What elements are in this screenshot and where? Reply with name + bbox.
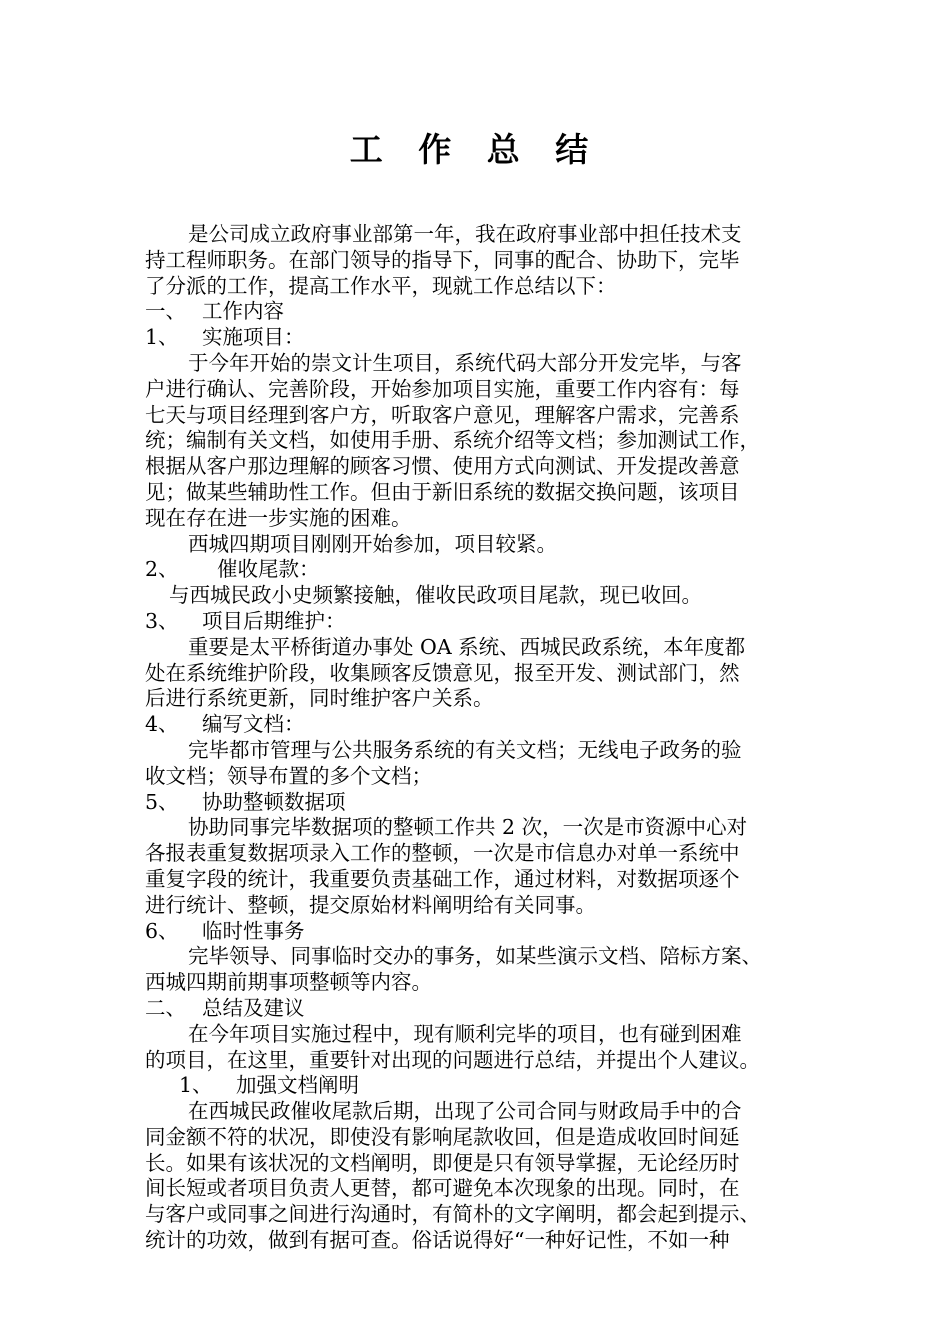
item-number: 3、 — [145, 608, 179, 633]
document-title: 工 作 总 结 — [349, 130, 601, 169]
item-title: 催收尾款： — [217, 557, 320, 582]
paragraph-line: 是公司成立政府事业部第一年，我在政府事业部中担任技术支 — [188, 222, 742, 246]
paragraph-line: 在今年项目实施过程中，现有顺利完毕的项目，也有碰到困难 — [188, 1021, 742, 1046]
section-heading — [145, 996, 815, 1022]
item-heading — [145, 325, 815, 351]
paragraph-line: 持工程师职务。在部门领导的指导下，同事的配合、协助下，完毕 — [145, 247, 740, 272]
paragraph-line: 西城四期项目刚刚开始参加，项目较紧。 — [188, 531, 557, 556]
paragraph-line: 统；编制有关文档，如使用手册、系统介绍等文档；参加测试工作， — [145, 428, 760, 453]
paragraph-line: 完毕都市管理与公共服务系统的有关文档；无线电子政务的验 — [188, 737, 742, 762]
paragraph-line: 处在系统维护阶段，收集顾客反馈意见，报至开发、测试部门，然 — [145, 660, 740, 685]
paragraph-line: 见；做某些辅助性工作。但由于新旧系统的数据交换问题，该项目 — [145, 479, 740, 504]
paragraph-line: 户进行确认、完善阶段，开始参加项目实施，重要工作内容有：每 — [145, 376, 740, 401]
section-heading — [145, 299, 815, 325]
document-body — [145, 222, 815, 1254]
item-heading — [145, 609, 815, 635]
paragraph-line: 的项目，在这里，重要针对出现的问题进行总结，并提出个人建议。 — [145, 1047, 760, 1072]
paragraph-line: 在西城民政催收尾款后期，出现了公司合同与财政局手中的合 — [188, 1099, 742, 1124]
section-title: 工作内容 — [202, 299, 284, 324]
item-number: 4、 — [145, 712, 179, 737]
section-title: 总结及建议 — [202, 995, 305, 1020]
paragraph-line: 完毕领导、同事临时交办的事务，如某些演示文档、陪标方案、 — [188, 944, 762, 969]
paragraph-line: 各报表重复数据项录入工作的整顿，一次是市信息办对单一系统中 — [145, 841, 740, 866]
section-number: 二、 — [145, 995, 186, 1020]
item-heading — [145, 1073, 815, 1099]
paragraph-line: 现在存在进一步实施的困难。 — [145, 505, 412, 530]
paragraph-line: 七天与项目经理到客户方，听取客户意见，理解客户需求，完善系 — [145, 402, 740, 427]
paragraph-line: 了分派的工作，提高工作水平，现就工作总结以下： — [145, 273, 617, 298]
item-title: 加强文档阐明 — [236, 1073, 359, 1098]
paragraph-line: 与西城民政小史频繁接触，催收民政项目尾款，现已收回。 — [169, 583, 702, 608]
item-heading — [145, 919, 815, 945]
paragraph-line: 协助同事完毕数据项的整顿工作共 2 次，一次是市资源中心对 — [188, 815, 748, 840]
item-heading — [145, 557, 815, 583]
item-number: 2、 — [145, 557, 179, 582]
paragraph-line: 于今年开始的崇文计生项目，系统代码大部分开发完毕，与客 — [188, 350, 742, 375]
item-heading — [145, 712, 815, 738]
item-heading — [145, 790, 815, 816]
paragraph-line: 重复字段的统计，我重要负责基础工作，通过材料，对数据项逐个 — [145, 866, 740, 891]
paragraph-line: 根据从客户那边理解的顾客习惯、使用方式向测试、开发提改善意 — [145, 454, 740, 479]
item-number: 5、 — [145, 789, 179, 814]
paragraph-line: 间长短或者项目负责人更替，都可避免本次现象的出现。同时，在 — [145, 1176, 740, 1201]
item-number: 6、 — [145, 918, 179, 943]
paragraph-line: 与客户或同事之间进行沟通时，有简朴的文字阐明，都会起到提示、 — [145, 1202, 760, 1227]
item-title: 实施项目： — [202, 325, 305, 350]
paragraph-line: 收文档；领导布置的多个文档； — [145, 763, 432, 788]
item-title: 协助整顿数据项 — [202, 789, 346, 814]
item-title: 临时性事务 — [202, 918, 305, 943]
item-number: 1、 — [179, 1073, 213, 1098]
paragraph-line: 长。如果有该状况的文档阐明，即便是只有领导掌握，无论经历时 — [145, 1150, 740, 1175]
item-title: 项目后期维护： — [202, 608, 346, 633]
paragraph-line: 进行统计、整顿，提交原始材料阐明给有关同事。 — [145, 892, 596, 917]
item-number: 1、 — [145, 325, 179, 350]
paragraph-line: 西城四期前期事项整顿等内容。 — [145, 970, 432, 995]
paragraph-line: 统计的功效，做到有据可查。俗话说得好“一种好记性，不如一种 — [145, 1228, 730, 1253]
section-number: 一、 — [145, 299, 186, 324]
item-title: 编写文档： — [202, 712, 305, 737]
paragraph-line: 同金额不符的状况，即使没有影响尾款收回，但是造成收回时间延 — [145, 1124, 740, 1149]
paragraph-line: 重要是太平桥街道办事处 OA 系统、西城民政系统，本年度都 — [188, 634, 746, 659]
paragraph-line: 后进行系统更新，同时维护客户关系。 — [145, 686, 494, 711]
